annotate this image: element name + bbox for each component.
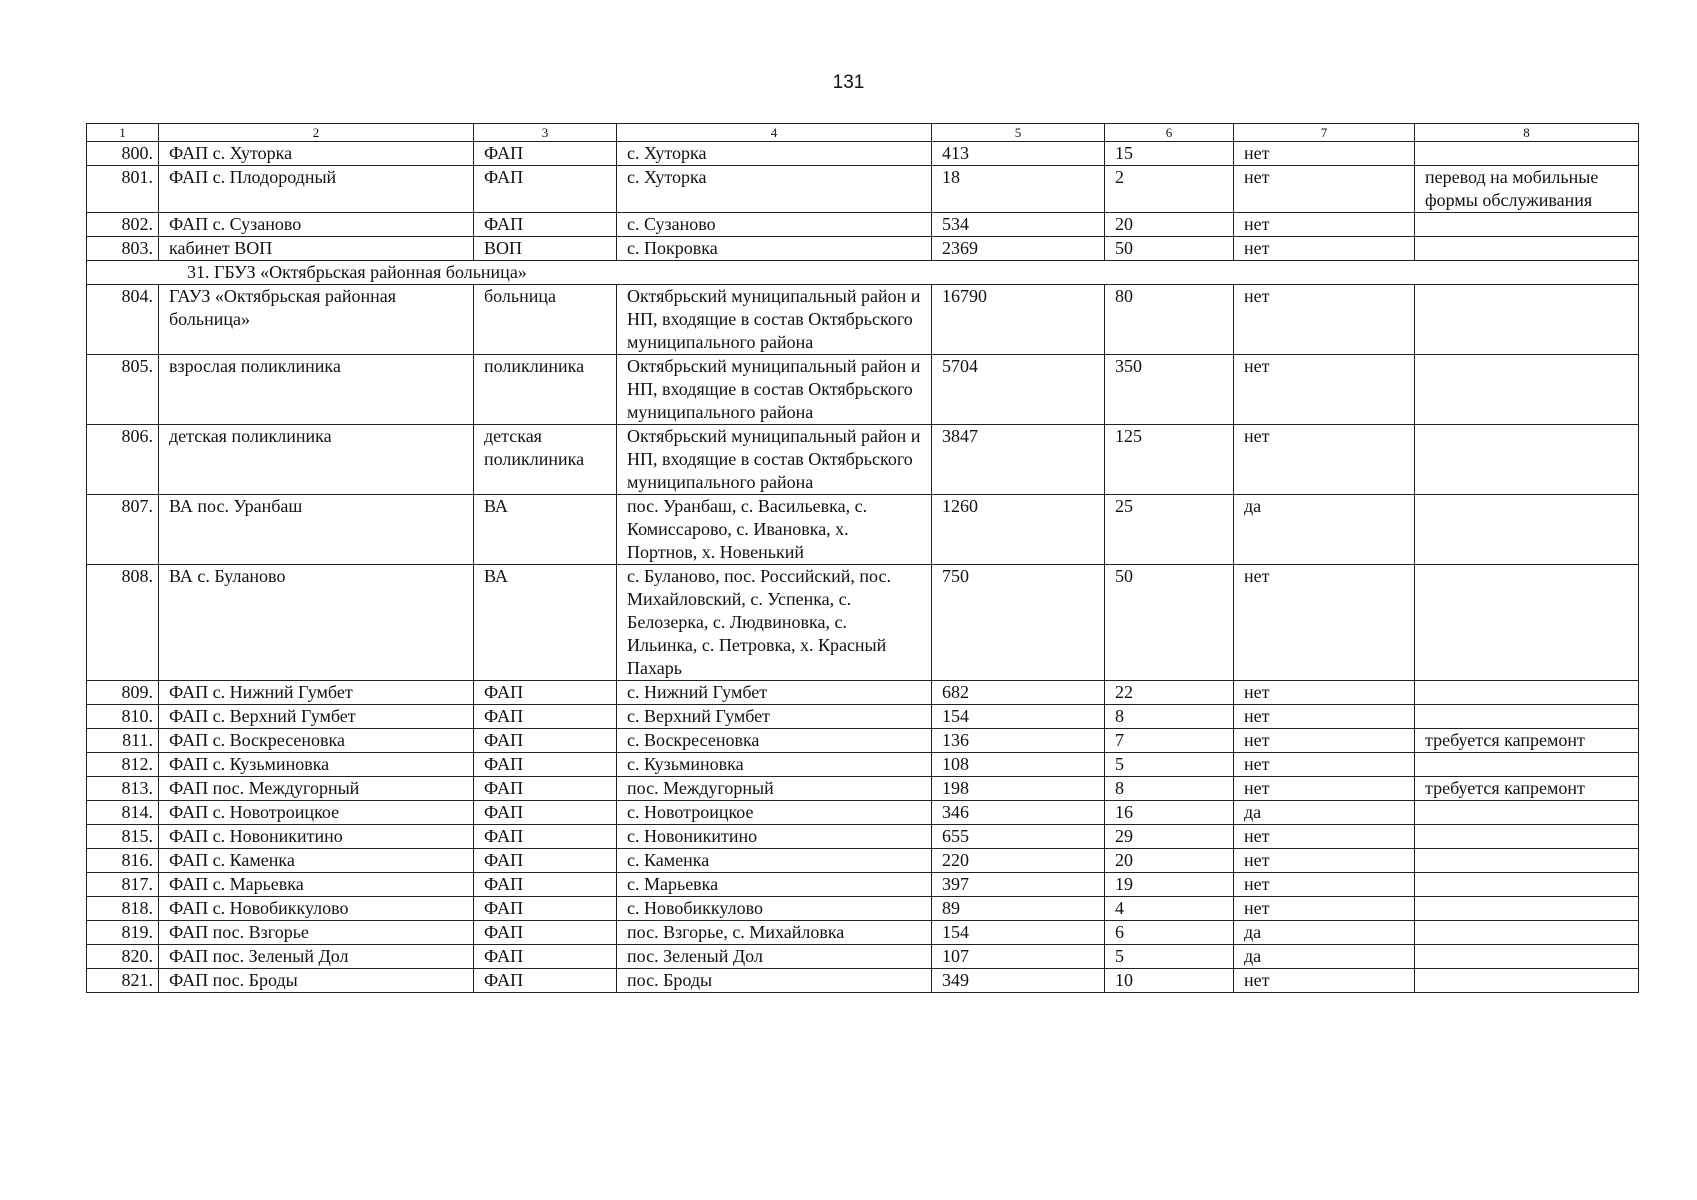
facility-name-cell: ФАП с. Плодородный (159, 166, 474, 213)
row-number-cell: 816. (87, 849, 159, 873)
table-row (87, 777, 1639, 801)
note-cell (1415, 425, 1639, 495)
section-header-row (87, 261, 1639, 285)
facility-name-cell: ФАП с. Нижний Гумбет (159, 681, 474, 705)
table-row (87, 213, 1639, 237)
service-area-cell: пос. Броды (617, 969, 932, 993)
facility-type-cell: ВОП (474, 237, 617, 261)
table-row (87, 142, 1639, 166)
facility-name-cell: ВА с. Буланово (159, 565, 474, 681)
facility-type-cell: ФАП (474, 801, 617, 825)
facility-name-cell: ФАП с. Хуторка (159, 142, 474, 166)
capacity-cell: 22 (1105, 681, 1234, 705)
column-number-7: 7 (1234, 124, 1415, 142)
capacity-cell: 8 (1105, 777, 1234, 801)
column-number-8: 8 (1415, 124, 1639, 142)
facility-type-cell: ФАП (474, 897, 617, 921)
facility-name-cell: ВА пос. Уранбаш (159, 495, 474, 565)
facility-name-cell: детская поликлиника (159, 425, 474, 495)
note-cell (1415, 897, 1639, 921)
note-cell: требуется капремонт (1415, 729, 1639, 753)
table-row (87, 425, 1639, 495)
facility-name-cell: ФАП с. Сузаново (159, 213, 474, 237)
capacity-cell: 25 (1105, 495, 1234, 565)
table-row (87, 729, 1639, 753)
table-row (87, 969, 1639, 993)
capacity-cell: 19 (1105, 873, 1234, 897)
status-cell: нет (1234, 355, 1415, 425)
note-cell (1415, 945, 1639, 969)
population-cell: 1260 (932, 495, 1105, 565)
facility-name-cell: ФАП с. Новоникитино (159, 825, 474, 849)
facility-type-cell: ФАП (474, 705, 617, 729)
facility-name-cell: ФАП с. Каменка (159, 849, 474, 873)
facility-type-cell: ФАП (474, 681, 617, 705)
table-row (87, 495, 1639, 565)
population-cell: 349 (932, 969, 1105, 993)
population-cell: 16790 (932, 285, 1105, 355)
population-cell: 220 (932, 849, 1105, 873)
status-cell: нет (1234, 166, 1415, 213)
capacity-cell: 20 (1105, 849, 1234, 873)
note-cell (1415, 801, 1639, 825)
note-cell (1415, 285, 1639, 355)
status-cell: нет (1234, 825, 1415, 849)
service-area-cell: с. Кузьминовка (617, 753, 932, 777)
facility-name-cell: ФАП с. Верхний Гумбет (159, 705, 474, 729)
status-cell: нет (1234, 849, 1415, 873)
population-cell: 198 (932, 777, 1105, 801)
service-area-cell: с. Покровка (617, 237, 932, 261)
service-area-cell: пос. Междугорный (617, 777, 932, 801)
table-row (87, 355, 1639, 425)
facility-name-cell: кабинет ВОП (159, 237, 474, 261)
status-cell: нет (1234, 969, 1415, 993)
service-area-cell: с. Марьевка (617, 873, 932, 897)
column-number-5: 5 (932, 124, 1105, 142)
note-cell (1415, 921, 1639, 945)
facility-name-cell: ФАП с. Новотроицкое (159, 801, 474, 825)
capacity-cell: 8 (1105, 705, 1234, 729)
population-cell: 107 (932, 945, 1105, 969)
page-number: 131 (832, 72, 865, 93)
note-cell (1415, 969, 1639, 993)
capacity-cell: 2 (1105, 166, 1234, 213)
status-cell: нет (1234, 777, 1415, 801)
population-cell: 682 (932, 681, 1105, 705)
population-cell: 136 (932, 729, 1105, 753)
status-cell: нет (1234, 729, 1415, 753)
population-cell: 3847 (932, 425, 1105, 495)
row-number-cell: 817. (87, 873, 159, 897)
facility-type-cell: ФАП (474, 213, 617, 237)
table-row (87, 801, 1639, 825)
status-cell: нет (1234, 753, 1415, 777)
facility-name-cell: ФАП с. Новобиккулово (159, 897, 474, 921)
capacity-cell: 16 (1105, 801, 1234, 825)
service-area-cell: с. Каменка (617, 849, 932, 873)
note-cell (1415, 873, 1639, 897)
facility-type-cell: ВА (474, 565, 617, 681)
capacity-cell: 125 (1105, 425, 1234, 495)
service-area-cell: с. Нижний Гумбет (617, 681, 932, 705)
table-row (87, 945, 1639, 969)
status-cell: да (1234, 945, 1415, 969)
facility-name-cell: ФАП с. Кузьминовка (159, 753, 474, 777)
capacity-cell: 15 (1105, 142, 1234, 166)
population-cell: 2369 (932, 237, 1105, 261)
population-cell: 108 (932, 753, 1105, 777)
note-cell (1415, 355, 1639, 425)
row-number-cell: 813. (87, 777, 159, 801)
note-cell (1415, 237, 1639, 261)
facilities-table (86, 123, 1639, 993)
row-number-cell: 809. (87, 681, 159, 705)
service-area-cell: с. Новоникитино (617, 825, 932, 849)
table-row (87, 897, 1639, 921)
table-row (87, 166, 1639, 213)
population-cell: 18 (932, 166, 1105, 213)
facility-name-cell: ФАП с. Марьевка (159, 873, 474, 897)
section-title: 31. ГБУЗ «Октябрьская районная больница» (87, 261, 1639, 285)
row-number-cell: 804. (87, 285, 159, 355)
note-cell (1415, 849, 1639, 873)
note-cell (1415, 565, 1639, 681)
status-cell: нет (1234, 425, 1415, 495)
status-cell: да (1234, 801, 1415, 825)
row-number-cell: 807. (87, 495, 159, 565)
status-cell: нет (1234, 142, 1415, 166)
service-area-cell: Октябрьский муниципальный район и НП, входящие в состав Октябрьского муниципального района (617, 285, 932, 355)
facility-name-cell: ФАП пос. Броды (159, 969, 474, 993)
column-number-6: 6 (1105, 124, 1234, 142)
facility-type-cell: ФАП (474, 142, 617, 166)
note-cell (1415, 681, 1639, 705)
capacity-cell: 29 (1105, 825, 1234, 849)
status-cell: нет (1234, 705, 1415, 729)
capacity-cell: 50 (1105, 565, 1234, 681)
capacity-cell: 5 (1105, 753, 1234, 777)
row-number-cell: 820. (87, 945, 159, 969)
facility-type-cell: ФАП (474, 921, 617, 945)
row-number-cell: 811. (87, 729, 159, 753)
status-cell: нет (1234, 285, 1415, 355)
facility-type-cell: ФАП (474, 166, 617, 213)
service-area-cell: с. Воскресеновка (617, 729, 932, 753)
capacity-cell: 4 (1105, 897, 1234, 921)
facility-type-cell: больница (474, 285, 617, 355)
status-cell: нет (1234, 681, 1415, 705)
capacity-cell: 10 (1105, 969, 1234, 993)
table-row (87, 705, 1639, 729)
capacity-cell: 20 (1105, 213, 1234, 237)
status-cell: нет (1234, 237, 1415, 261)
status-cell: нет (1234, 897, 1415, 921)
row-number-cell: 806. (87, 425, 159, 495)
column-number-3: 3 (474, 124, 617, 142)
population-cell: 413 (932, 142, 1105, 166)
row-number-cell: 808. (87, 565, 159, 681)
note-cell (1415, 705, 1639, 729)
service-area-cell: пос. Зеленый Дол (617, 945, 932, 969)
service-area-cell: с. Хуторка (617, 166, 932, 213)
column-number-row (87, 124, 1639, 142)
table-row (87, 921, 1639, 945)
facility-name-cell: ФАП пос. Взгорье (159, 921, 474, 945)
facility-type-cell: ФАП (474, 873, 617, 897)
row-number-cell: 805. (87, 355, 159, 425)
note-cell: перевод на мобильные формы обслуживания (1415, 166, 1639, 213)
row-number-cell: 800. (87, 142, 159, 166)
service-area-cell: Октябрьский муниципальный район и НП, входящие в состав Октябрьского муниципального района (617, 425, 932, 495)
service-area-cell: с. Буланово, пос. Российский, пос. Михайловский, с. Успенка, с. Белозерка, с. Людвиновка, с. Ильинка, с. Петровка, х. Красный Пахарь (617, 565, 932, 681)
status-cell: нет (1234, 213, 1415, 237)
service-area-cell: с. Сузаново (617, 213, 932, 237)
column-number-1: 1 (87, 124, 159, 142)
column-number-2: 2 (159, 124, 474, 142)
row-number-cell: 819. (87, 921, 159, 945)
population-cell: 750 (932, 565, 1105, 681)
service-area-cell: с. Новотроицкое (617, 801, 932, 825)
facility-type-cell: детская поликлиника (474, 425, 617, 495)
population-cell: 89 (932, 897, 1105, 921)
note-cell: требуется капремонт (1415, 777, 1639, 801)
service-area-cell: с. Хуторка (617, 142, 932, 166)
facility-name-cell: ФАП с. Воскресеновка (159, 729, 474, 753)
table-row (87, 285, 1639, 355)
population-cell: 346 (932, 801, 1105, 825)
table-row (87, 681, 1639, 705)
row-number-cell: 818. (87, 897, 159, 921)
facility-name-cell: ФАП пос. Зеленый Дол (159, 945, 474, 969)
population-cell: 655 (932, 825, 1105, 849)
facility-name-cell: ФАП пос. Междугорный (159, 777, 474, 801)
table-body (87, 124, 1639, 993)
capacity-cell: 6 (1105, 921, 1234, 945)
facility-type-cell: ФАП (474, 849, 617, 873)
status-cell: да (1234, 495, 1415, 565)
service-area-cell: пос. Взгорье, с. Михайловка (617, 921, 932, 945)
facility-type-cell: ФАП (474, 753, 617, 777)
note-cell (1415, 753, 1639, 777)
table-row (87, 825, 1639, 849)
capacity-cell: 50 (1105, 237, 1234, 261)
note-cell (1415, 213, 1639, 237)
row-number-cell: 801. (87, 166, 159, 213)
service-area-cell: пос. Уранбаш, с. Васильевка, с. Комиссарово, с. Ивановка, х. Портнов, х. Новенький (617, 495, 932, 565)
note-cell (1415, 825, 1639, 849)
row-number-cell: 814. (87, 801, 159, 825)
service-area-cell: с. Верхний Гумбет (617, 705, 932, 729)
status-cell: нет (1234, 873, 1415, 897)
facility-name-cell: ГАУЗ «Октябрьская районная больница» (159, 285, 474, 355)
column-number-4: 4 (617, 124, 932, 142)
note-cell (1415, 142, 1639, 166)
facility-type-cell: ФАП (474, 945, 617, 969)
population-cell: 154 (932, 705, 1105, 729)
service-area-cell: Октябрьский муниципальный район и НП, входящие в состав Октябрьского муниципального района (617, 355, 932, 425)
population-cell: 154 (932, 921, 1105, 945)
status-cell: да (1234, 921, 1415, 945)
capacity-cell: 80 (1105, 285, 1234, 355)
capacity-cell: 5 (1105, 945, 1234, 969)
table-row (87, 237, 1639, 261)
facility-type-cell: ФАП (474, 777, 617, 801)
facility-type-cell: ВА (474, 495, 617, 565)
row-number-cell: 802. (87, 213, 159, 237)
population-cell: 5704 (932, 355, 1105, 425)
table-row (87, 753, 1639, 777)
table-row (87, 849, 1639, 873)
row-number-cell: 810. (87, 705, 159, 729)
facility-type-cell: ФАП (474, 969, 617, 993)
facility-type-cell: ФАП (474, 729, 617, 753)
capacity-cell: 7 (1105, 729, 1234, 753)
capacity-cell: 350 (1105, 355, 1234, 425)
note-cell (1415, 495, 1639, 565)
table-row (87, 565, 1639, 681)
facility-type-cell: поликлиника (474, 355, 617, 425)
facility-type-cell: ФАП (474, 825, 617, 849)
population-cell: 397 (932, 873, 1105, 897)
status-cell: нет (1234, 565, 1415, 681)
row-number-cell: 812. (87, 753, 159, 777)
row-number-cell: 821. (87, 969, 159, 993)
row-number-cell: 803. (87, 237, 159, 261)
population-cell: 534 (932, 213, 1105, 237)
row-number-cell: 815. (87, 825, 159, 849)
table-row (87, 873, 1639, 897)
service-area-cell: с. Новобиккулово (617, 897, 932, 921)
facility-name-cell: взрослая поликлиника (159, 355, 474, 425)
